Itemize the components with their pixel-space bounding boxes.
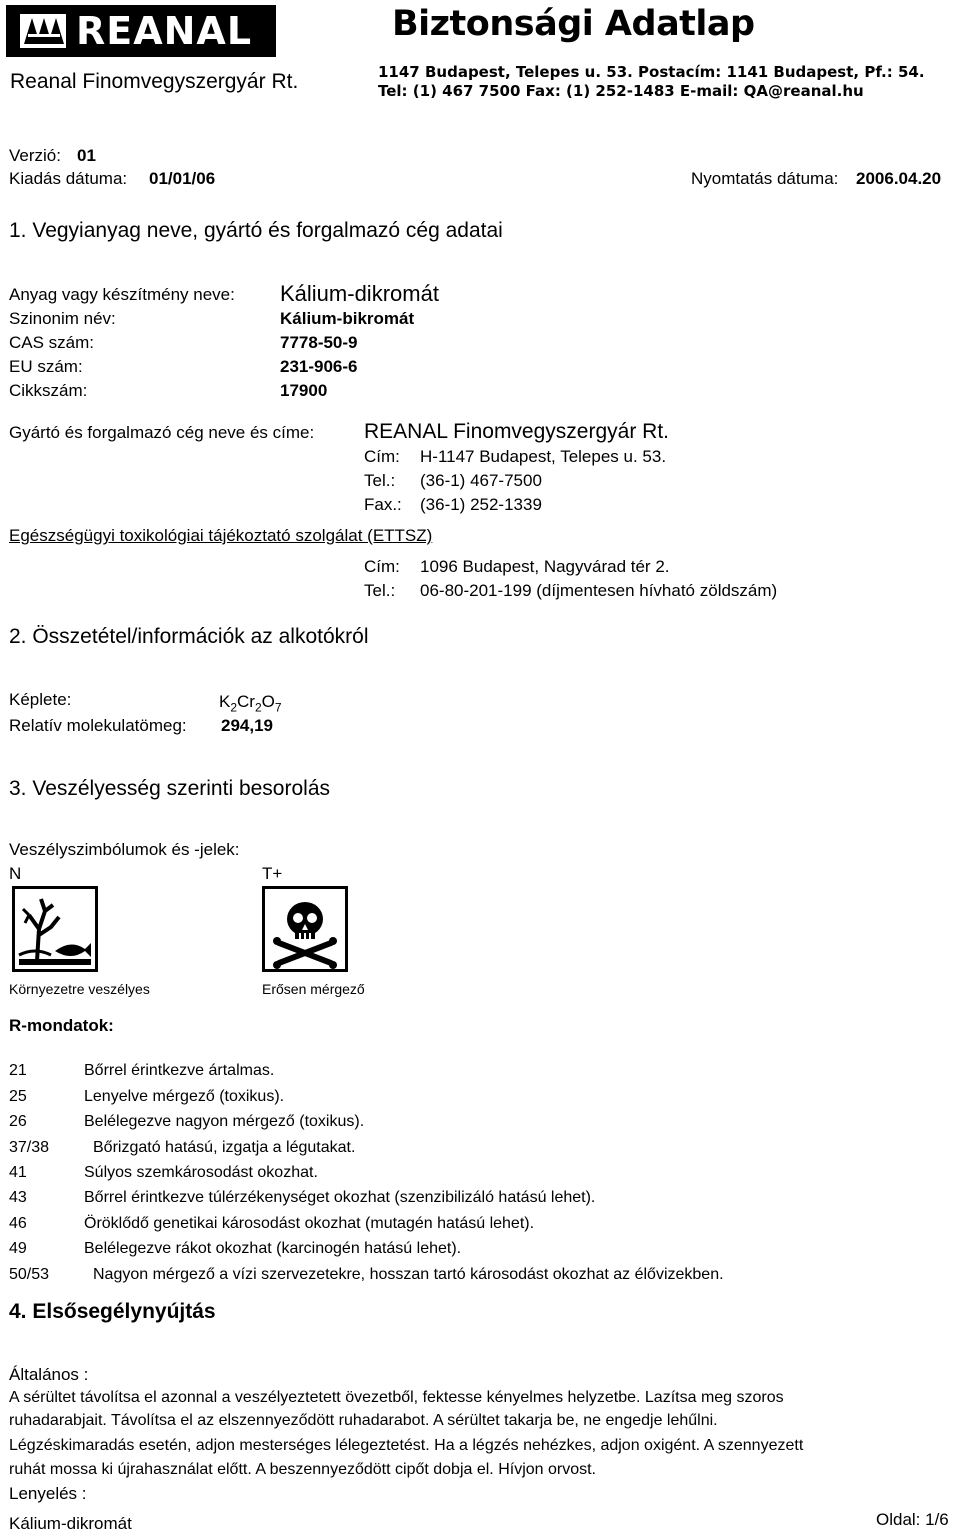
r-phrase-text: Belélegezve rákot okozhat (karcinogén hatású lehet). bbox=[84, 1240, 462, 1257]
version-label: Verzió: bbox=[9, 146, 61, 165]
symbol-caption-n: Környezetre veszélyes bbox=[9, 981, 150, 997]
symbol-code-n: N bbox=[9, 864, 22, 883]
hazard-symbols-label: Veszélyszimbólumok és -jelek: bbox=[9, 840, 240, 859]
r-phrase-code: 50/53 bbox=[9, 1266, 50, 1283]
maker-phone-value: (36-1) 467-7500 bbox=[420, 471, 542, 490]
general-text-line: ruhát mossa ki újrahasználat előtt. A beszennyeződött cipőt dobja el. Hívjon orvost. bbox=[9, 1461, 596, 1478]
r-phrase-text: Bőrrel érintkezve ártalmas. bbox=[84, 1062, 275, 1079]
r-phrase-text: Öröklődő genetikai károsodást okozhat (mutagén hatású lehet). bbox=[84, 1215, 535, 1232]
maker-fax-value: (36-1) 252-1339 bbox=[420, 495, 542, 514]
r-phrase-code: 49 bbox=[9, 1240, 27, 1257]
molecular-weight-value: 294,19 bbox=[221, 716, 273, 735]
skull-crossbones-icon bbox=[265, 889, 345, 969]
r-phrase-code: 21 bbox=[9, 1062, 27, 1079]
r-phrase-text: Nagyon mérgező a vízi szervezetekre, hosszan tartó károsodást okozhat az élővizekben. bbox=[93, 1266, 724, 1283]
formula-label: Képlete: bbox=[9, 690, 72, 709]
maker-address-value: H-1147 Budapest, Telepes u. 53. bbox=[420, 447, 667, 466]
molecular-weight-label: Relatív molekulatömeg: bbox=[9, 716, 187, 735]
reanal-logo-mark-icon bbox=[20, 14, 66, 48]
ettsz-phone-key: Tel.: bbox=[364, 581, 396, 600]
logo-text: REANAL bbox=[76, 9, 253, 53]
synonym-value: Kálium-bikromát bbox=[280, 309, 415, 328]
maker-name: REANAL Finomvegyszergyár Rt. bbox=[364, 420, 669, 443]
product-name: Kálium-dikromát bbox=[280, 281, 439, 306]
r-phrase-code: 26 bbox=[9, 1113, 27, 1130]
r-phrase-text: Lenyelve mérgező (toxikus). bbox=[84, 1088, 285, 1105]
r-phrase-text: Súlyos szemkárosodást okozhat. bbox=[84, 1164, 318, 1181]
r-phrase-code: 43 bbox=[9, 1189, 27, 1206]
print-date-value: 2006.04.20 bbox=[856, 169, 942, 188]
company-address: 1147 Budapest, Telepes u. 53. Postacím: 1141 Budapest, Pf.: 54. bbox=[378, 63, 925, 81]
issue-date-value: 01/01/06 bbox=[149, 169, 216, 188]
general-text-line: A sérültet távolítsa el azonnal a veszélyeztetett övezetből, fektesse kényelmes helyzetbe. Lazítsa meg szoros bbox=[9, 1389, 784, 1406]
maker-address-key: Cím: bbox=[364, 447, 400, 466]
r-phrase-code: 25 bbox=[9, 1088, 27, 1105]
field-label: CAS szám: bbox=[9, 333, 95, 352]
article-number-value: 17900 bbox=[280, 381, 328, 400]
toxic-hazard-symbol bbox=[262, 886, 348, 972]
maker-phone-key: Tel.: bbox=[364, 471, 396, 490]
r-phrase-text: Bőrrel érintkezve túlérzékenységet okozhat (szenzibilizáló hatású lehet). bbox=[84, 1189, 596, 1206]
ingestion-label: Lenyelés : bbox=[9, 1484, 87, 1503]
reanal-logo bbox=[6, 5, 276, 57]
field-label: Cikkszám: bbox=[9, 381, 88, 400]
ettsz-phone-value: 06-80-201-199 (díjmentesen hívható zöldszám) bbox=[420, 581, 778, 600]
symbol-caption-t-plus: Erősen mérgező bbox=[262, 981, 365, 997]
cas-value: 7778-50-9 bbox=[280, 333, 358, 352]
issue-date-label: Kiadás dátuma: bbox=[9, 169, 128, 188]
r-phrases-label: R-mondatok: bbox=[9, 1016, 114, 1035]
general-text-line: Légzéskimaradás esetén, adjon mesterséges lélegeztetést. Ha a légzés nehézkes, adjon oxigént. A szennyezett bbox=[9, 1437, 804, 1454]
chemical-formula: $K_2Cr_2O_7$ bbox=[219, 692, 282, 715]
footer-product: Kálium-dikromát bbox=[9, 1514, 132, 1533]
general-label: Általános : bbox=[9, 1365, 89, 1384]
section-3-heading: 3. Veszélyesség szerinti besorolás bbox=[9, 777, 330, 800]
r-phrase-code: 37/38 bbox=[9, 1139, 50, 1156]
version-value: 01 bbox=[77, 146, 96, 165]
print-date-label: Nyomtatás dátuma: bbox=[691, 169, 839, 188]
maker-fax-key: Fax.: bbox=[364, 495, 402, 514]
dead-tree-fish-icon bbox=[15, 889, 95, 969]
ettsz-address-key: Cím: bbox=[364, 557, 400, 576]
maker-label: Gyártó és forgalmazó cég neve és címe: bbox=[9, 423, 315, 442]
r-phrase-text: Belélegezve nagyon mérgező (toxikus). bbox=[84, 1113, 365, 1130]
eu-value: 231-906-6 bbox=[280, 357, 358, 376]
environment-hazard-symbol bbox=[12, 886, 98, 972]
company-contact: Tel: (1) 467 7500 Fax: (1) 252-1483 E-mail: QA@reanal.hu bbox=[378, 82, 864, 100]
footer-page-number: Oldal: 1/6 bbox=[876, 1510, 949, 1529]
field-label: Anyag vagy készítmény neve: bbox=[9, 285, 235, 304]
company-name: Reanal Finomvegyszergyár Rt. bbox=[10, 70, 299, 93]
section-1-heading: 1. Vegyianyag neve, gyártó és forgalmazó cég adatai bbox=[9, 219, 503, 242]
symbol-code-t-plus: T+ bbox=[262, 864, 283, 883]
field-label: EU szám: bbox=[9, 357, 83, 376]
document-title: Biztonsági Adatlap bbox=[392, 4, 755, 44]
section-4-heading: 4. Elsősegélynyújtás bbox=[9, 1300, 216, 1323]
section-2-heading: 2. Összetétel/információk az alkotókról bbox=[9, 625, 369, 648]
r-phrase-text: Bőrizgató hatású, izgatja a légutakat. bbox=[93, 1139, 356, 1156]
r-phrase-code: 41 bbox=[9, 1164, 27, 1181]
field-label: Szinonim név: bbox=[9, 309, 116, 328]
general-text-line: ruhadarabjait. Távolítsa el az elszennyeződött ruhadarabot. A sérültet takarja be, ne engedje lehűlni. bbox=[9, 1412, 718, 1429]
r-phrase-code: 46 bbox=[9, 1215, 27, 1232]
ettsz-address-value: 1096 Budapest, Nagyvárad tér 2. bbox=[420, 557, 670, 576]
ettsz-label: Egészségügyi toxikológiai tájékoztató szolgálat (ETTSZ) bbox=[9, 526, 433, 545]
